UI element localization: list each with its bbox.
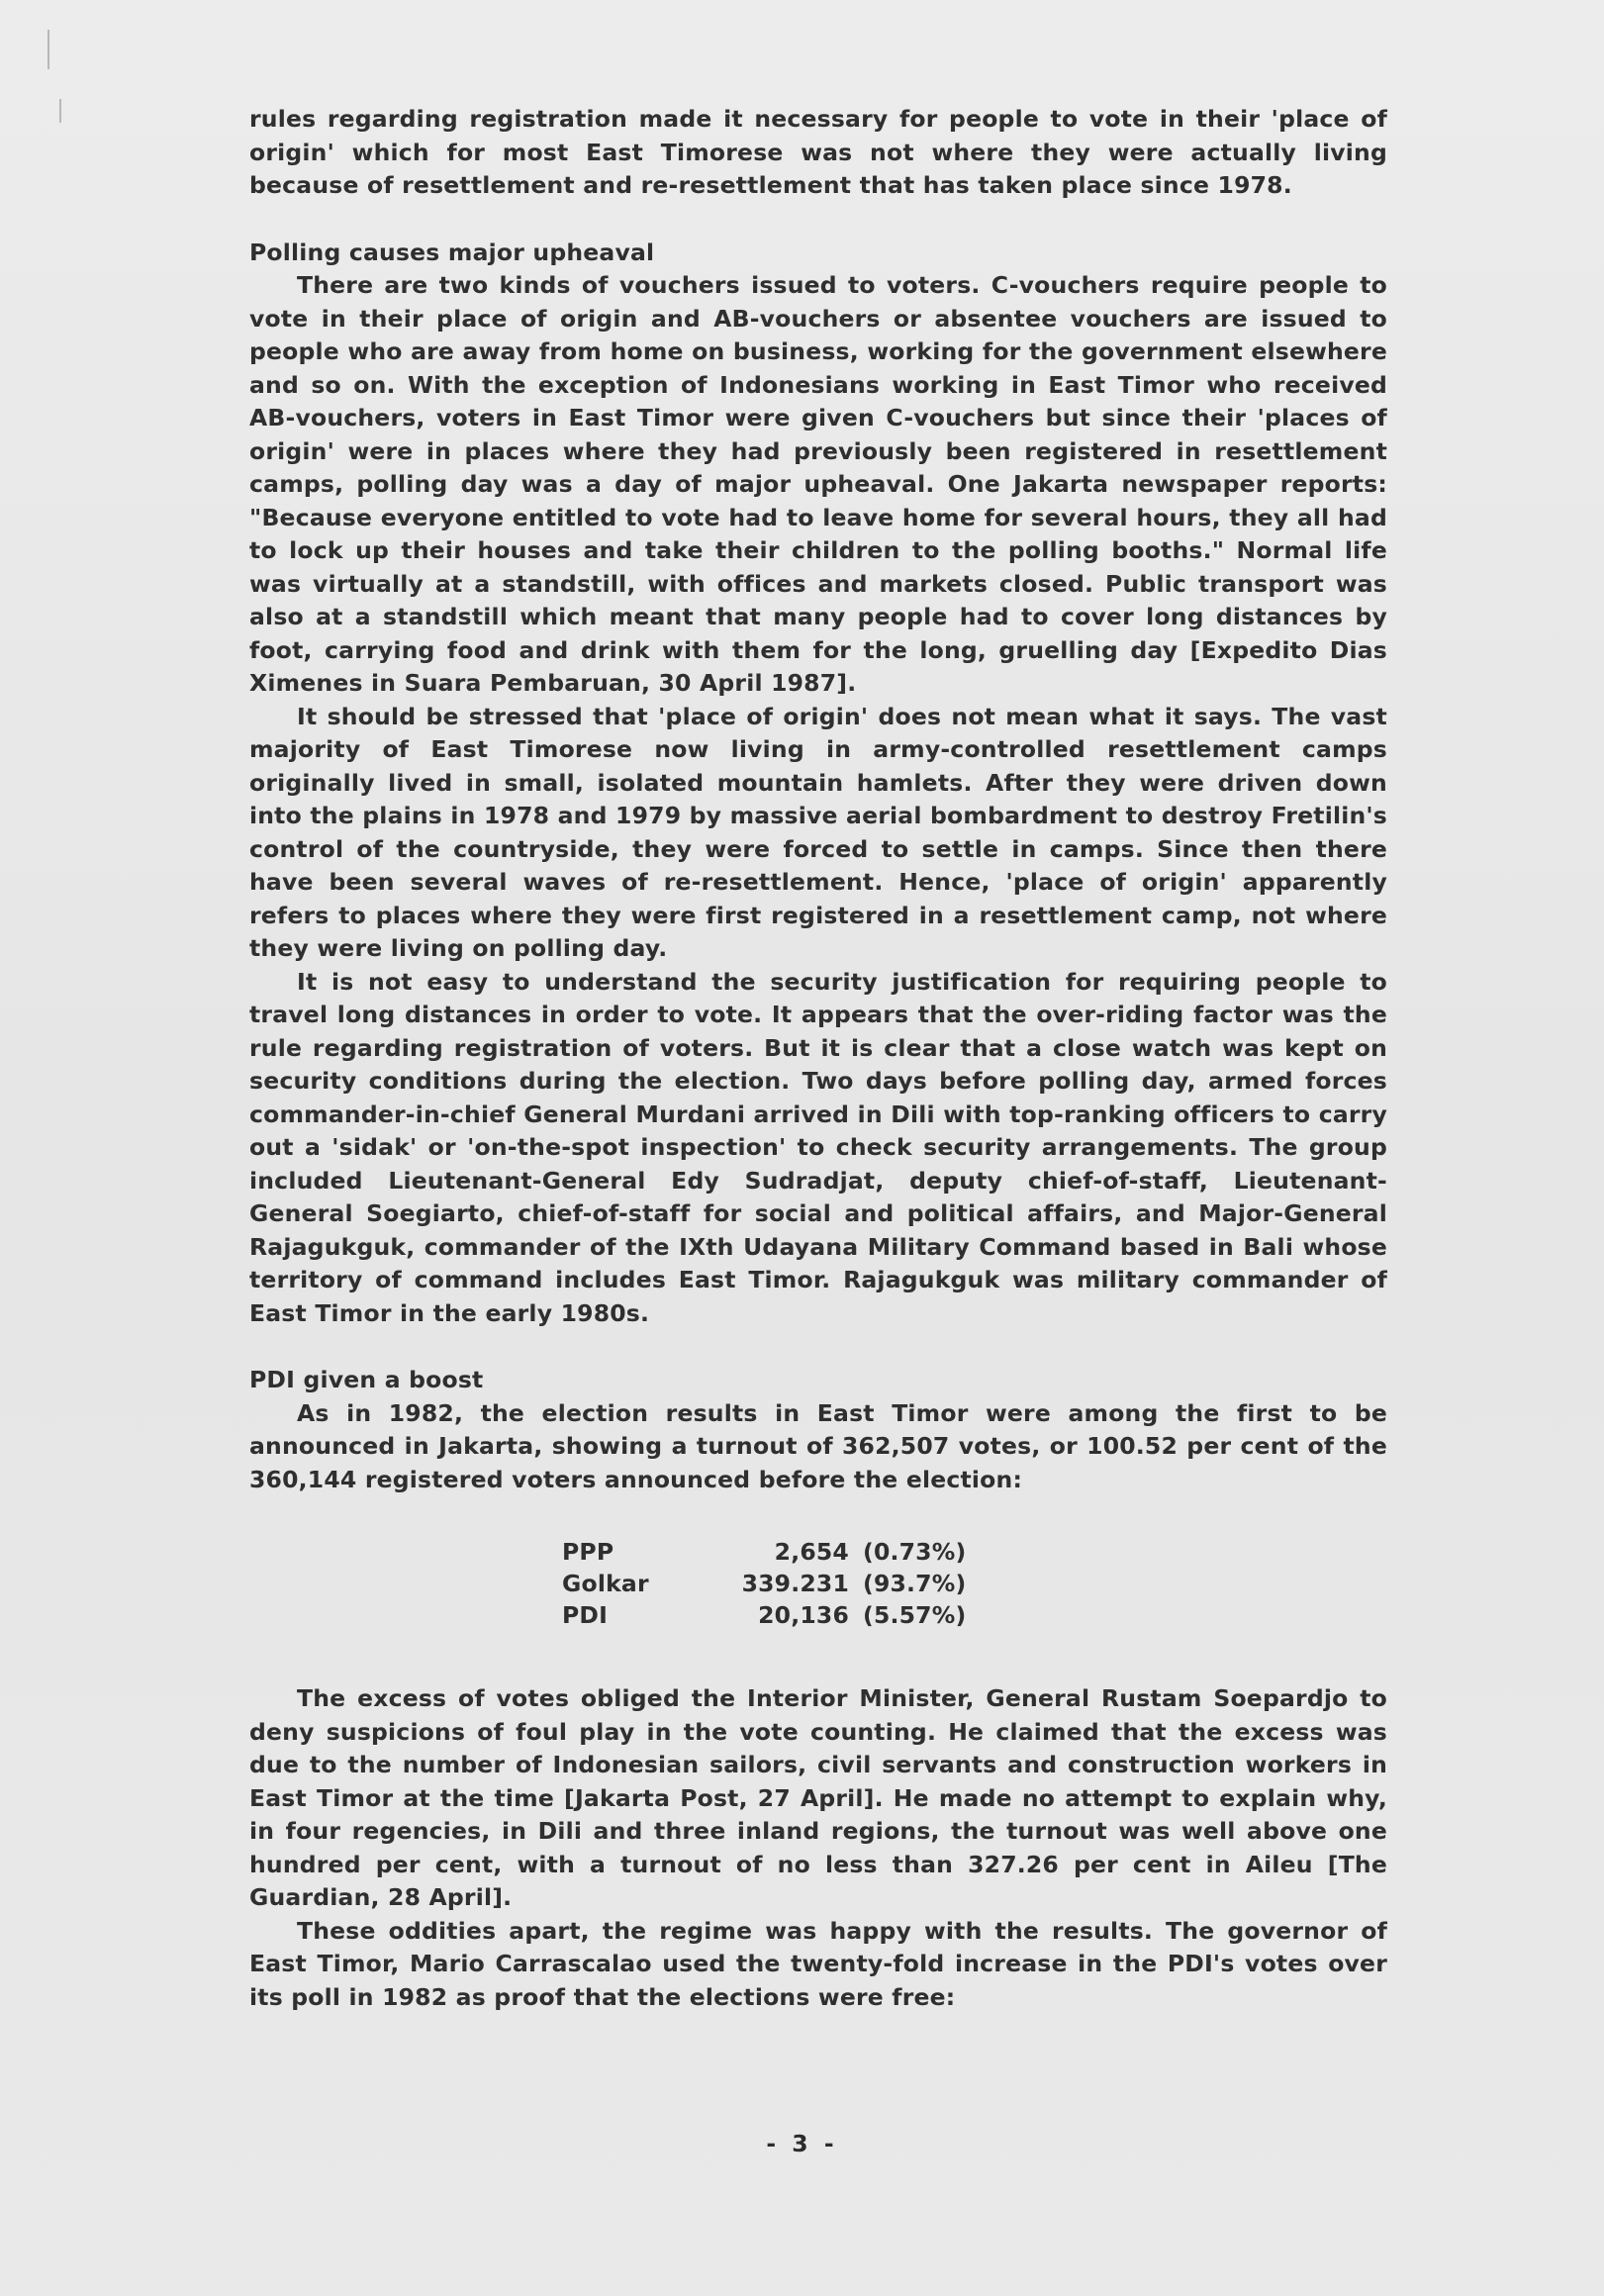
- section-heading-pdi: PDI given a boost: [249, 1366, 484, 1393]
- paragraph-text: The excess of votes obliged the Interior Minister, General Rustam Soepardjo to deny suspicions of foul play in the vote counting. He claimed that the excess was due to the number of Indonesian sailors, civil servants and construction workers in East Timor at the time [: [249, 1684, 1387, 1812]
- source-citation: Jakarta Post: [574, 1783, 739, 1812]
- paragraph-oddities: These oddities apart, the regime was happy with the results. The governor of East Timor, Mario Carrascalao used the twenty-fold increase in the PDI's votes over its poll in 1982 as proof that the elections were free:: [249, 1916, 1387, 2011]
- body-text: [249, 103, 1387, 2014]
- vote-count: 2,654: [774, 1538, 849, 1566]
- table-row: [562, 1599, 1387, 1631]
- paragraph-text: There are two kinds of vouchers issued to voters. C-vouchers require people to vote in their place of origin and AB-vouchers or absentee vouchers are issued to people who are away from home on business, working for the government elsewhere and so on. With the exception of Indonesians working in East Timor who received AB-vouchers, voters in East Timor were given C-vouchers but since their 'places of origin' were in places where they had previously been registered in resettlement camps, polling day was a day of major upheaval. One Jakarta newspaper reports: "Because everyone entitled to vote had to leave home for several hours, they all had to lock up their houses and take their children to the polling booths." Normal life was virtually at a standstill, with offices and markets closed. Public transport was also at a standstill which meant that many people had to cover long distances by foot, carrying food and drink with them for the long, gruelling day [Expedito Dias Ximenes in: [249, 271, 1387, 697]
- paragraph-election-results: As in 1982, the election results in East Timor were among the first to be announced in Jakarta, showing a turnout of 362,507 votes, or 100.52 per cent of the 360,144 registered voters announced before the election:: [249, 1398, 1387, 1493]
- paragraph-security: It is not easy to understand the security justification for requiring people to travel long distances in order to vote. It appears that the over-riding factor was the rule regarding registration of voters. But it is clear that a close watch was kept on security conditions during the election. Two days before polling day, armed forces commander-in-chief General Murdani arrived in Dili with top-ranking officers to carry out a 'sidak' or 'on-the-spot inspection' to check security arrangements. The group included Lieutenant-General Edy Sudradjat, deputy chief-of-staff, Lieutenant-General Soegiarto, chief-of-staff for social and political affairs, and Major-General Rajagukguk, commander of the IXth Udayana Military Command based in Bali whose territory of command includes East Timor. Rajagukguk was military commander of East Timor in the early 1980s.: [249, 967, 1387, 1327]
- scan-margin-mark: [47, 30, 49, 69]
- source-citation: Suara Pembaruan: [404, 669, 641, 697]
- vote-percentage: (0.73%): [863, 1538, 967, 1566]
- table-row: [562, 1536, 1387, 1568]
- paragraph-vouchers: [249, 269, 1387, 701]
- scan-margin-mark: [59, 99, 61, 123]
- vote-percentage: (5.57%): [863, 1601, 967, 1629]
- vote-count: 339.231: [741, 1570, 849, 1597]
- paragraph-text: , 30 April 1987].: [641, 669, 857, 697]
- intro-paragraph: rules regarding registration made it necessary for people to vote in their 'place of origin' which for most East Timorese was not where they were actually living because of resettlement and re-resettlement that has taken place since 1978.: [249, 105, 1387, 199]
- party-name: PPP: [562, 1538, 614, 1566]
- source-citation: The Guardian: [249, 1850, 1387, 1911]
- table-row: [562, 1568, 1387, 1599]
- vote-percentage: (93.7%): [863, 1570, 967, 1597]
- party-name: Golkar: [562, 1570, 649, 1597]
- page-number: - 3 -: [766, 2130, 838, 2157]
- paragraph-excess-votes: [249, 1682, 1387, 1915]
- paragraph-place-of-origin: It should be stressed that 'place of origin' does not mean what it says. The vast majority of East Timorese now living in army-controlled resettlement camps originally lived in small, isolated mountain hamlets. After they were driven down into the plains in 1978 and 1979 by massive aerial bombardment to destroy Fretilin's control of the countryside, they were forced to settle in camps. Since then there have been several waves of re-resettlement. Hence, 'place of origin' apparently refers to places where they were first registered in a resettlement camp, not where they were living on polling day.: [249, 702, 1387, 962]
- paragraph-text: , 27 April]. He made no attempt to explain why, in four regencies, in Dili and three inland regions, the turnout was well above one hundred per cent, with a turnout of no less than 327.26 per cent in Aileu [: [249, 1783, 1387, 1878]
- section-heading-polling: Polling causes major upheaval: [249, 238, 655, 266]
- party-name: PDI: [562, 1601, 609, 1629]
- results-table: [562, 1536, 1387, 1631]
- paragraph-text: , 28 April].: [370, 1883, 513, 1911]
- vote-count: 20,136: [758, 1601, 849, 1629]
